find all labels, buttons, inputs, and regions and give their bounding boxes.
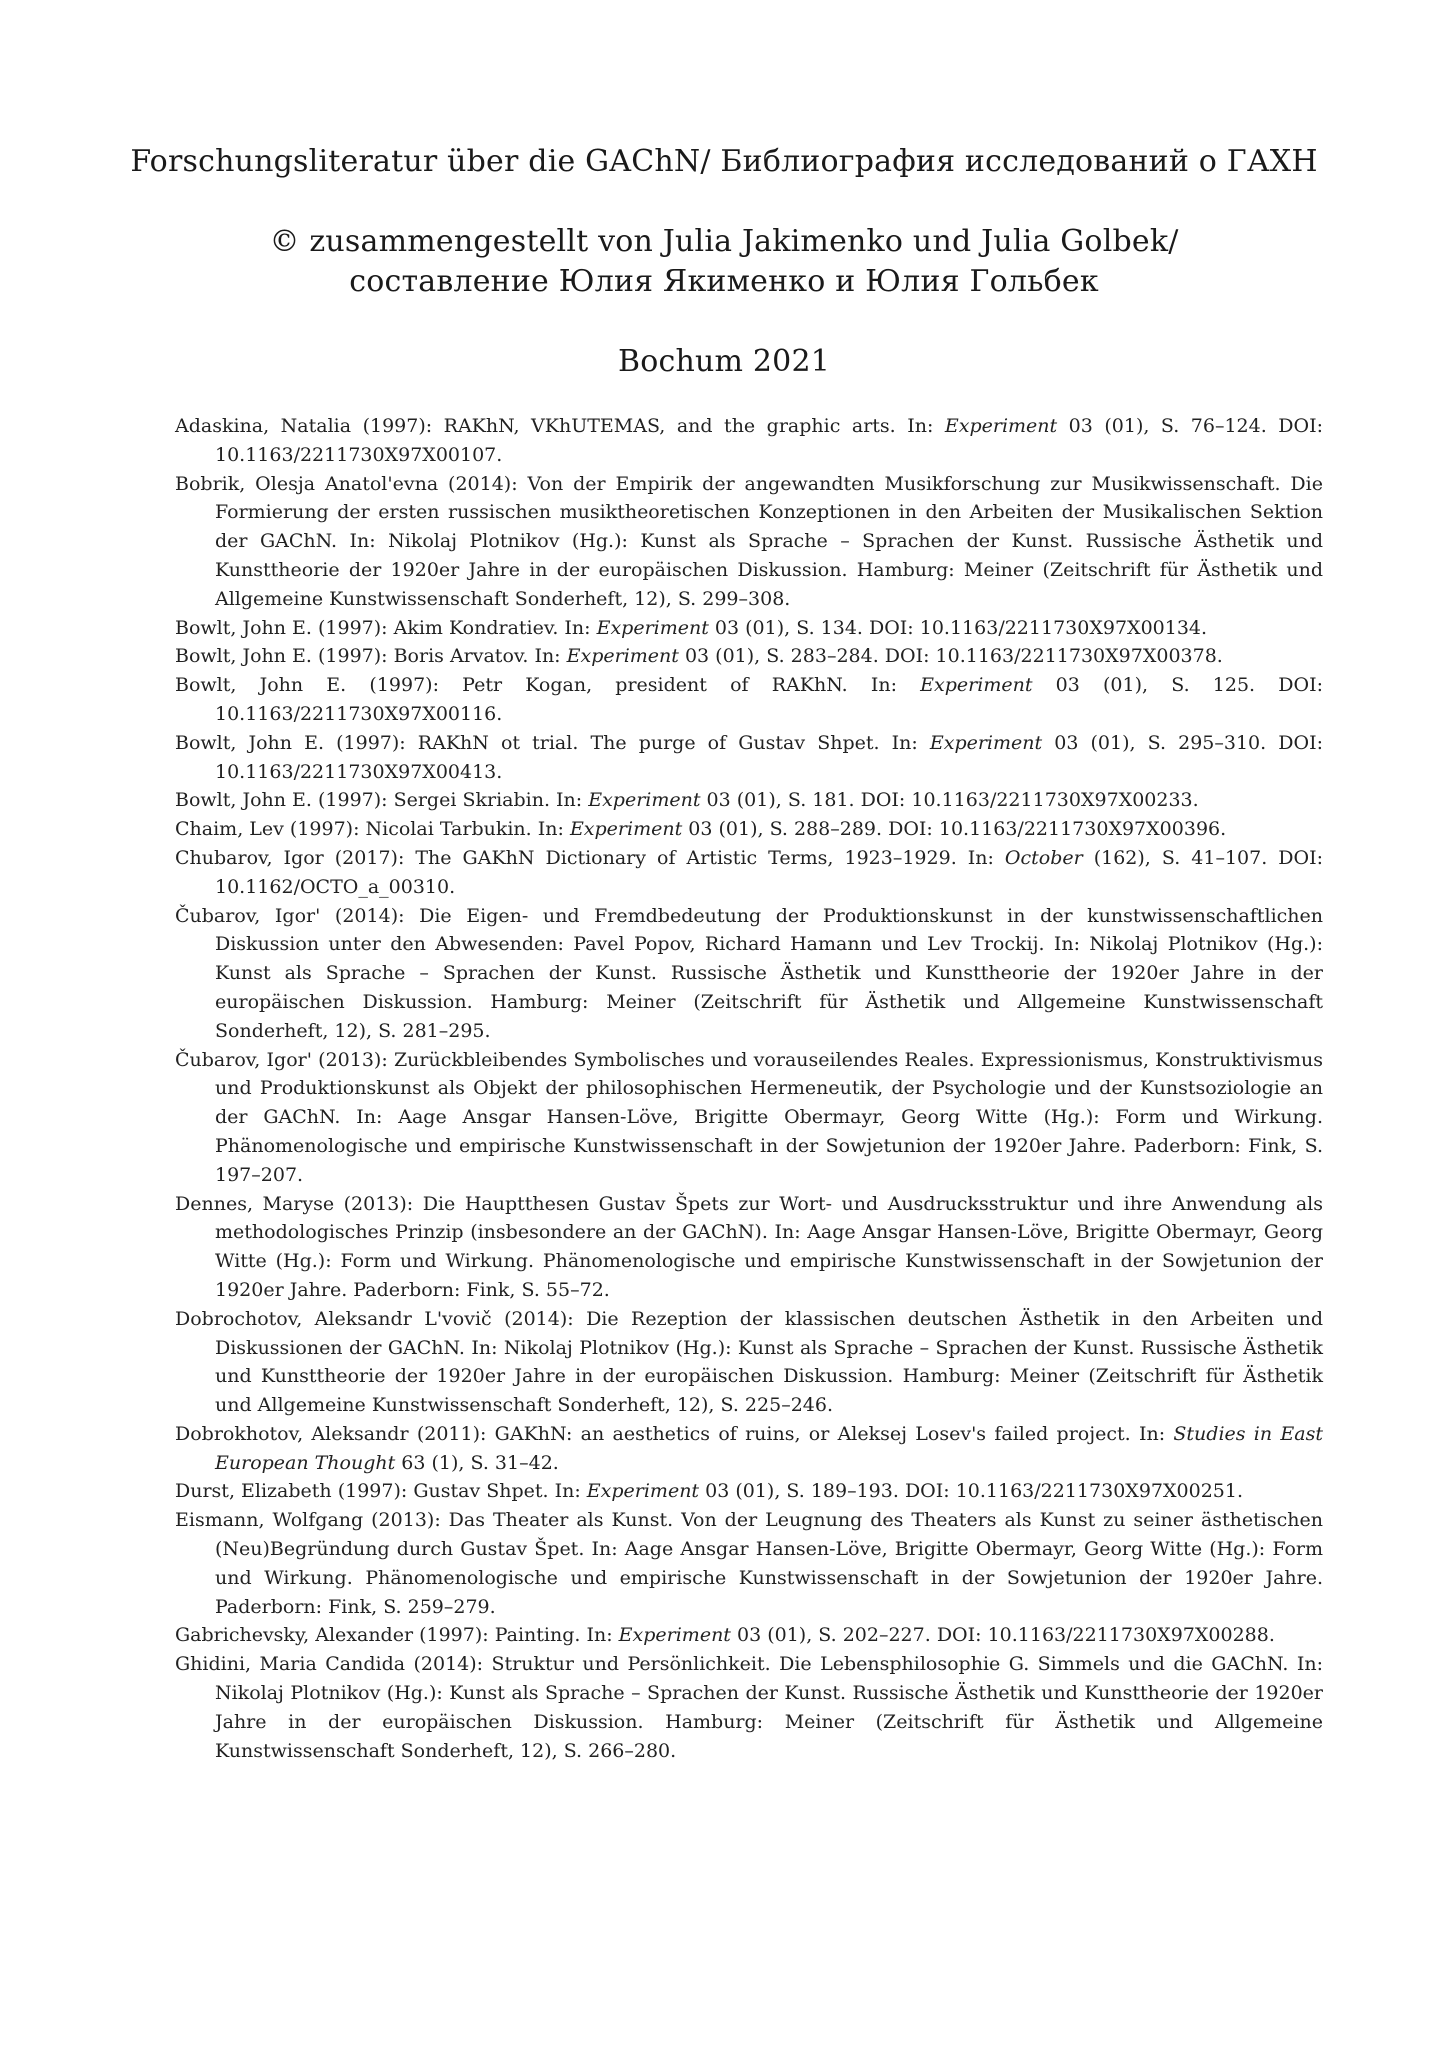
bibliography-entry xyxy=(175,844,1323,902)
bibliography-entry xyxy=(175,815,1323,844)
entry-text: Durst, Elizabeth (1997): Gustav Shpet. In: xyxy=(175,1480,587,1503)
bibliography-entry xyxy=(175,1190,1323,1305)
compilers-block xyxy=(0,222,1448,302)
entry-journal: Experiment xyxy=(588,789,701,812)
entry-text-tail: 03 (01), S. 125. DOI: 10.1163/2211730X97X00116. xyxy=(215,674,1323,725)
bibliography-entry xyxy=(175,1420,1323,1478)
entry-text: Dobrokhotov, Aleksandr (2011): GAKhN: an aesthetics of ruins, or Aleksej Losev's failed project. In: xyxy=(175,1422,1174,1445)
entry-text-tail: 63 (1), S. 31–42. xyxy=(395,1451,559,1474)
bibliography-entry xyxy=(175,412,1323,470)
bibliography-entry xyxy=(175,1305,1323,1420)
compilers-ru: составление Юлия Якименко и Юлия Гольбек xyxy=(349,264,1099,299)
entry-journal: Experiment xyxy=(920,674,1033,697)
bibliography-entry xyxy=(175,1477,1323,1506)
entry-text-tail: 03 (01), S. 202–227. DOI: 10.1163/2211730X97X00288. xyxy=(730,1624,1275,1647)
bibliography-entry xyxy=(175,902,1323,1046)
entry-text: Bobrik, Olesja Anatol'evna (2014): Von der Empirik der angewandten Musikforschung zur Musikwissenschaft. Die Formierung der ersten russischen musiktheoretischen Konzeptionen in den Arbeiten der Musikalischen Sektion der GAChN. In: Nikolaj Plotnikov (Hg.): Kunst als Sprache – Sprachen der Kunst. Russische Ästhetik und Kunsttheorie der 1920er Jahre in der europäischen Diskussion. Hamburg: Meiner (Zeitschrift für Ästhetik und Allgemeine Kunstwissenschaft Sonderheft, 12), S. 299–308. xyxy=(175,472,1323,610)
entry-text: Bowlt, John E. (1997): RAKhN ot trial. The purge of Gustav Shpet. In: xyxy=(175,731,930,754)
entry-text: Adaskina, Natalia (1997): RAKhN, VKhUTEMAS, and the graphic arts. In: xyxy=(175,415,945,437)
entry-text: Chaim, Lev (1997): Nicolai Tarbukin. In: xyxy=(175,818,570,841)
entry-journal: Experiment xyxy=(944,415,1058,437)
entry-text-tail: 03 (01), S. 181. DOI: 10.1163/2211730X97X00233. xyxy=(700,789,1199,812)
bibliography-entry xyxy=(175,1650,1323,1765)
entry-journal: Experiment xyxy=(618,1624,731,1647)
place-year: Bochum 2021 xyxy=(617,344,831,379)
bibliography-entry xyxy=(175,642,1323,671)
entry-journal: Experiment xyxy=(569,818,683,841)
entry-text-tail: 03 (01), S. 134. DOI: 10.1163/2211730X97X00134. xyxy=(708,616,1208,639)
bibliography-entry xyxy=(175,470,1323,614)
entry-text-tail: (162), S. 41–107. DOI: 10.1162/OCTO_a_00310. xyxy=(215,846,1323,898)
entry-text: Dobrochotov, Aleksandr L'vovič (2014): Die Rezeption der klassischen deutschen Ästhetik in den Arbeiten und Diskussionen der GAChN. In: Nikolaj Plotnikov (Hg.): Kunst als Sprache – Sprachen der Kunst. Russische Ästhetik und Kunsttheorie der 1920er Jahre in der europäischen Diskussion. Hamburg: Meiner (Zeitschrift für Ästhetik und Allgemeine Kunstwissenschaft Sonderheft, 12), S. 225–246. xyxy=(175,1307,1323,1417)
bibliography-entry xyxy=(175,1506,1323,1621)
entry-text: Bowlt, John E. (1997): Boris Arvatov. In: xyxy=(175,645,567,668)
entry-text-tail: 03 (01), S. 283–284. DOI: 10.1163/2211730X97X00378. xyxy=(678,645,1223,668)
entry-journal: Experiment xyxy=(929,731,1043,754)
entry-journal: Studies in East European Thought xyxy=(215,1422,1323,1474)
entry-journal: Experiment xyxy=(586,1480,700,1503)
entry-journal: Experiment xyxy=(566,645,679,668)
page-title: Forschungsliteratur über die GAChN/ Библиография исследований о ГАХН xyxy=(130,144,1318,179)
bibliography-list xyxy=(175,412,1323,1765)
bibliography-entry xyxy=(175,1046,1323,1190)
entry-journal: October xyxy=(1004,846,1083,869)
entry-text: Dennes, Maryse (2013): Die Hauptthesen Gustav Špets zur Wort- und Ausdrucksstruktur und ihre Anwendung als methodologisches Prinzip (insbesondere an der GAChN). In: Aage Ansgar Hansen-Löve, Brigitte Obermayr, Georg Witte (Hg.): Form und Wirkung. Phänomenologische und empirische Kunstwissenschaft in der Sowjetunion der 1920er Jahre. Paderborn: Fink, S. 55–72. xyxy=(175,1192,1323,1301)
entry-text: Chubarov, Igor (2017): The GAKhN Dictionary of Artistic Terms, 1923–1929. In: xyxy=(175,846,1005,869)
bibliography-entry xyxy=(175,786,1323,815)
entry-text: Čubarov, Igor' (2013): Zurückbleibendes Symbolisches und vorauseilendes Reales. Expressionismus, Konstruktivismus und Produktionskunst als Objekt der philosophischen Hermeneutik, der Psychologie und der Kunstsoziologie an der GAChN. In: Aage Ansgar Hansen-Löve, Brigitte Obermayr, Georg Witte (Hg.): Form und Wirkung. Phänomenologische und empirische Kunstwissenschaft in der Sowjetunion der 1920er Jahre. Paderborn: Fink, S. 197–207. xyxy=(175,1048,1323,1186)
entry-text: Bowlt, John E. (1997): Sergei Skriabin. In: xyxy=(175,789,589,812)
compilers-de: © zusammengestellt von Julia Jakimenko und Julia Golbek/ xyxy=(269,224,1179,259)
bibliography-entry xyxy=(175,614,1323,643)
entry-journal: Experiment xyxy=(596,616,709,639)
entry-text-tail: 03 (01), S. 189–193. DOI: 10.1163/2211730X97X00251. xyxy=(699,1480,1243,1503)
bibliography-entry xyxy=(175,671,1323,729)
entry-text: Bowlt, John E. (1997): Akim Kondratiev. In: xyxy=(175,616,597,639)
entry-text: Eismann, Wolfgang (2013): Das Theater als Kunst. Von der Leugnung des Theaters als Kunst zu seiner ästhetischen (Neu)Begründung durch Gustav Špet. In: Aage Ansgar Hansen-Löve, Brigitte Obermayr, Georg Witte (Hg.): Form und Wirkung. Phänomenologische und empirische Kunstwissenschaft in der Sowjetunion der 1920er Jahre. Paderborn: Fink, S. 259–279. xyxy=(175,1509,1323,1618)
bibliography-entry xyxy=(175,729,1323,787)
entry-text: Ghidini, Maria Candida (2014): Struktur und Persönlichkeit. Die Lebensphilosophie G. Simmels und die GAChN. In: Nikolaj Plotnikov (Hg.): Kunst als Sprache – Sprachen der Kunst. Russische Ästhetik und Kunsttheorie der 1920er Jahre in der europäischen Diskussion. Hamburg: Meiner (Zeitschrift für Ästhetik und Allgemeine Kunstwissenschaft Sonderheft, 12), S. 266–280. xyxy=(175,1653,1323,1762)
bibliography-entry xyxy=(175,1621,1323,1650)
entry-text: Gabrichevsky, Alexander (1997): Painting. In: xyxy=(175,1624,619,1647)
entry-text-tail: 03 (01), S. 288–289. DOI: 10.1163/2211730X97X00396. xyxy=(682,818,1227,841)
entry-text: Bowlt, John E. (1997): Petr Kogan, president of RAKhN. In: xyxy=(175,674,921,697)
entry-text-tail: 03 (01), S. 295–310. DOI: 10.1163/2211730X97X00413. xyxy=(215,731,1323,783)
entry-text: Čubarov, Igor' (2014): Die Eigen- und Fremdbedeutung der Produktionskunst in der kunstwissenschaftlichen Diskussion unter den Abwesenden: Pavel Popov, Richard Hamann und Lev Trockij. In: Nikolaj Plotnikov (Hg.): Kunst als Sprache – Sprachen der Kunst. Russische Ästhetik und Kunsttheorie der 1920er Jahre in der europäischen Diskussion. Hamburg: Meiner (Zeitschrift für Ästhetik und Allgemeine Kunstwissenschaft Sonderheft, 12), S. 281–295. xyxy=(175,904,1323,1042)
entry-text-tail: 03 (01), S. 76–124. DOI: 10.1163/2211730X97X00107. xyxy=(215,415,1323,466)
